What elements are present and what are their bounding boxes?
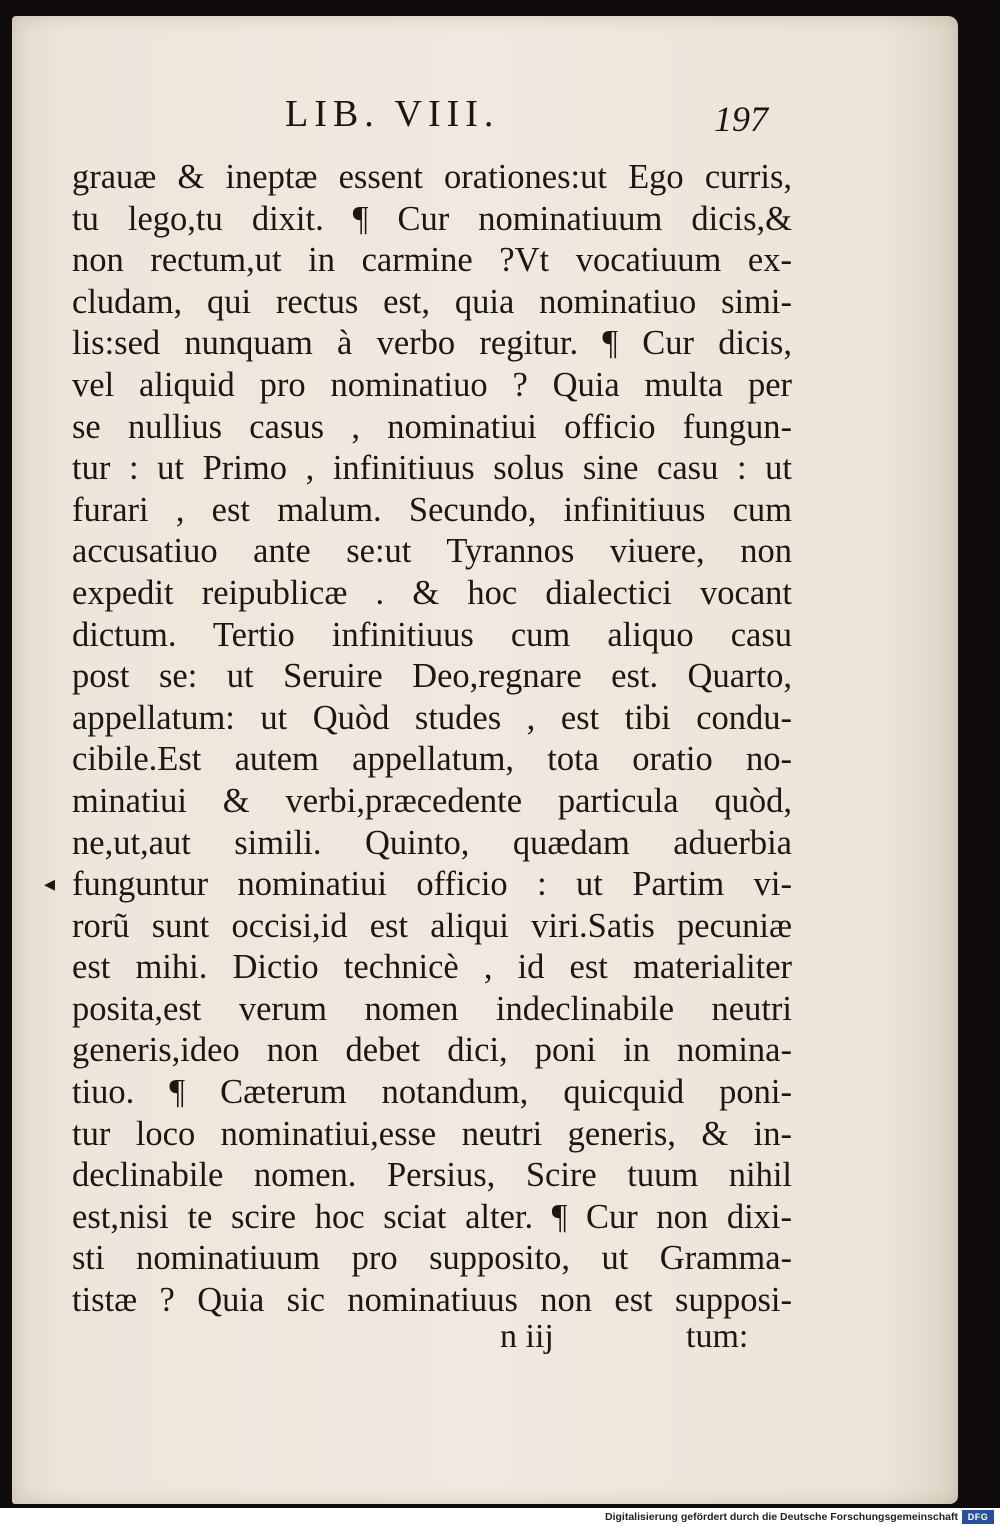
page-header (0, 92, 1000, 152)
text-line: expedit reipublicæ . & hoc dialectici vocant (72, 573, 792, 612)
body-text (72, 157, 792, 1322)
text-line: funguntur nominatiui officio : ut Partim vi- (72, 865, 792, 904)
text-line: se nullius casus , nominatiui officio fungun- (72, 407, 792, 446)
text-line: tur : ut Primo , infinitiuus solus sine casu : ut (72, 449, 792, 488)
text-line: declinabile nomen. Persius, Scire tuum nihil (72, 1156, 792, 1195)
text-line: sti nominatiuum pro supposito, ut Gramma- (72, 1239, 792, 1278)
text-line: est mihi. Dictio technicè , id est materialiter (72, 948, 792, 987)
text-line: tiuo. ¶ Cæterum notandum, quicquid poni- (72, 1073, 792, 1112)
signature-mark: n iij (500, 1318, 554, 1355)
dfg-logo-icon: DFG (962, 1510, 994, 1524)
text-line: appellatum: ut Quòd studes , est tibi condu- (72, 698, 792, 737)
text-line: posita,est verum nomen indeclinabile neutri (72, 989, 792, 1028)
text-line: grauæ & ineptæ essent orationes:ut Ego curris, (72, 158, 792, 196)
text-line: rorũ sunt occisi,id est aliqui viri.Satis pecuniæ (72, 906, 792, 945)
catchword: tum: (686, 1318, 749, 1355)
text-line: est,nisi te scire hoc sciat alter. ¶ Cur non dixi- (72, 1197, 792, 1236)
page-number: 197 (714, 99, 768, 139)
text-line: lis:sed nunquam à verbo regitur. ¶ Cur dicis, (72, 324, 792, 363)
text-line: tu lego,tu dixit. ¶ Cur nominatiuum dicis,& (72, 199, 792, 238)
text-line: minatiui & verbi,præcedente particula quòd, (72, 781, 792, 820)
text-line: dictum. Tertio infinitiuus cum aliquo casu (72, 615, 792, 654)
text-line: tur loco nominatiui,esse neutri generis, & in- (72, 1114, 792, 1153)
text-line: tistæ ? Quia sic nominatiuus non est supposi- (72, 1281, 792, 1320)
text-line: cludam, qui rectus est, quia nominatiuo simi- (72, 282, 792, 321)
text-line: cibile.Est autem appellatum, tota oratio no- (72, 740, 792, 779)
funding-credit: Digitalisierung gefördert durch die Deutsche Forschungsgemeinschaft (605, 1511, 958, 1523)
text-line: accusatiuo ante se:ut Tyrannos viuere, non (72, 532, 792, 571)
running-head: LIB. VIII. (285, 93, 500, 135)
margin-mark-icon: ◂ (44, 872, 56, 897)
text-line: non rectum,ut in carmine ?Vt vocatiuum ex- (72, 241, 792, 280)
text-line: generis,ideo non debet dici, poni in nomina- (72, 1031, 792, 1070)
text-line: ne,ut,aut simili. Quinto, quædam aduerbia (72, 823, 792, 862)
footer-bar (0, 1508, 1000, 1527)
text-line: vel aliquid pro nominatiuo ? Quia multa per (72, 365, 792, 404)
text-line: furari , est malum. Secundo, infinitiuus cum (72, 490, 792, 529)
text-line: post se: ut Seruire Deo,regnare est. Quarto, (72, 657, 792, 696)
